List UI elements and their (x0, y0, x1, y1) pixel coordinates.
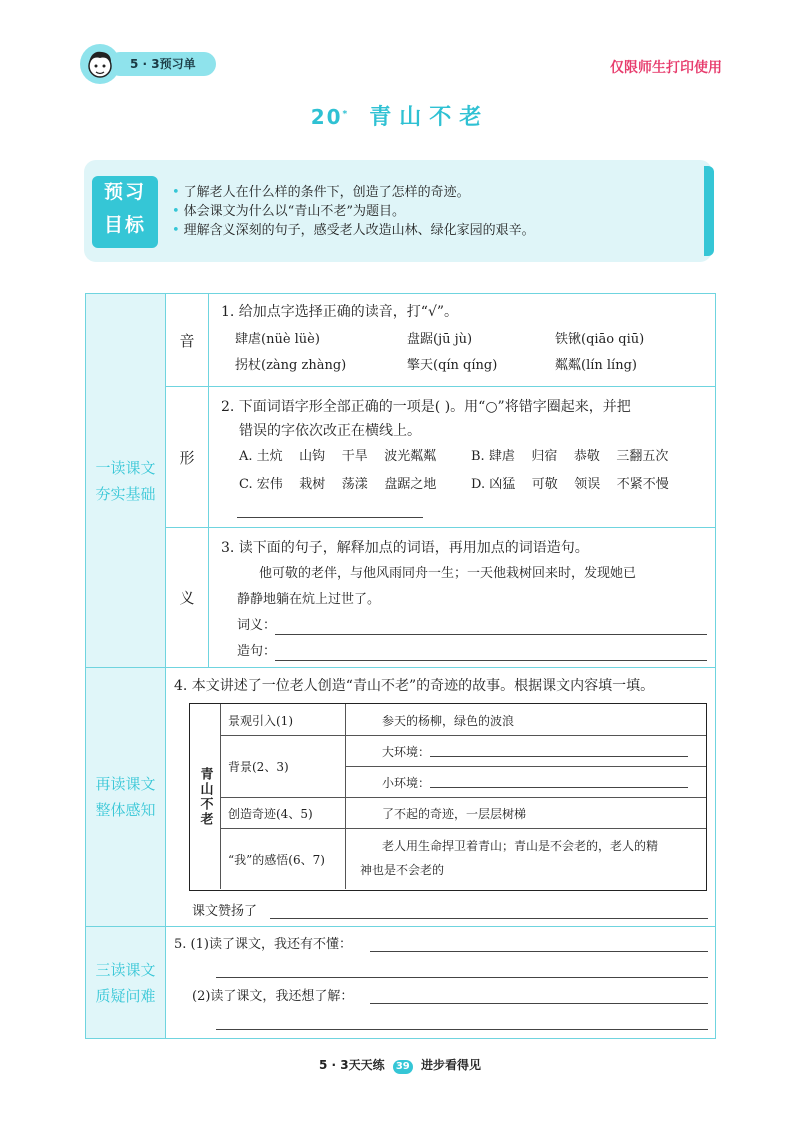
small-env-line[interactable] (430, 787, 688, 788)
q2-stem-line2: 错误的字依次改正在横线上。 (239, 423, 421, 439)
lesson-number: 20 (310, 105, 343, 129)
q3-meaning-line[interactable] (275, 634, 707, 635)
q2-option-d[interactable]: D. 凶猛 可敬 领误 不紧不慢 (471, 477, 669, 492)
table-row-value: 老人用生命捍卫着青山；青山是不会老的，老人的精 (382, 839, 659, 853)
q2-option-c[interactable]: C. 宏伟 栽树 荡漾 盘踞之地 (239, 477, 437, 492)
q3-sentence-label: 造句： (237, 644, 277, 659)
table-row-value: 了不起的奇迹，一层层树梯 (382, 807, 527, 821)
section2-label: 再读课文 整体感知 (85, 667, 166, 927)
q1-option[interactable]: 粼粼(lín líng) (555, 358, 637, 373)
goals-label: 预习 目标 (92, 176, 158, 248)
lesson-name: 青山不老 (369, 105, 490, 130)
q3-meaning-label: 词义： (237, 618, 277, 633)
big-env-line[interactable] (430, 756, 688, 757)
q5-line[interactable] (216, 1029, 708, 1030)
goals-list (172, 183, 535, 240)
table-row-value: 神也是不会老的 (360, 863, 445, 877)
q5-part1: 5. (1)读了课文，我还有不懂： (174, 937, 352, 952)
story-structure-table (189, 703, 707, 891)
q2-option-a[interactable]: A. 土炕 山钩 干旱 波光粼粼 (239, 449, 437, 464)
section3-label: 三读课文 质疑问难 (85, 926, 166, 1039)
q3-sentence-line[interactable] (275, 660, 707, 661)
table-row-label: 创造奇迹(4、5) (228, 807, 313, 821)
q5-part2: (2)读了课文，我还想了解： (192, 989, 354, 1004)
q5-line[interactable] (370, 1003, 708, 1004)
table-row-value: 参天的杨柳，绿色的波浪 (382, 714, 515, 728)
sub-label-form: 形 (165, 386, 209, 528)
q1-option[interactable]: 铁锹(qiāo qiū) (555, 332, 645, 347)
footer-left: 5 · 3天天练 (318, 1058, 385, 1072)
praise-label: 课文赞扬了 (192, 904, 258, 919)
table-side-label: 青山不老 (197, 766, 213, 827)
q5-box (165, 926, 716, 1039)
q2-option-b[interactable]: B. 肆虐 归宿 恭敬 三翻五次 (471, 449, 669, 464)
lesson-title (0, 100, 800, 131)
table-row-label: 景观引入(1) (228, 714, 293, 728)
series-badge: 5 · 3预习单 (108, 52, 216, 76)
page-footer (0, 1056, 800, 1074)
goals-accent-bar (704, 166, 714, 256)
q4-stem: 4. 本文讲述了一位老人创造“青山不老”的奇迹的故事。根据课文内容填一填。 (174, 678, 655, 694)
q2-stem-line1: 2. 下面词语字形全部正确的一项是( )。用“○”将错字圈起来，并把 (221, 399, 631, 415)
q1-option[interactable]: 肆虐(nüè lüè) (235, 332, 320, 347)
q5-line[interactable] (216, 977, 708, 978)
q2-box (208, 386, 716, 528)
q3-box (208, 527, 716, 668)
q1-option[interactable]: 擎天(qín qíng) (407, 358, 498, 373)
cartoon-avatar-icon (80, 44, 120, 84)
sub-label-meaning: 义 (165, 527, 209, 668)
q3-sentence-line2: 静静地躺在炕上过世了。 (237, 592, 381, 607)
q1-option[interactable]: 拐杖(zàng zhàng) (235, 358, 347, 373)
lesson-mark: * (342, 109, 350, 120)
footer-right: 进步看得见 (420, 1058, 481, 1072)
q1-box (208, 293, 716, 387)
q2-answer-line[interactable] (237, 517, 423, 518)
q1-option[interactable]: 盘踞(jū jù) (407, 332, 473, 347)
praise-answer-line[interactable] (270, 918, 708, 919)
section1-label: 一读课文 夯实基础 (85, 293, 166, 668)
goal-item: • 理解含义深刻的句子，感受老人改造山林、绿化家园的艰辛。 (172, 223, 535, 238)
table-row-label: “我”的感悟(6、7) (228, 853, 325, 867)
table-row-value: 小环境： (382, 776, 431, 790)
q1-stem: 1. 给加点字选择正确的读音，打“√”。 (221, 304, 459, 320)
goal-item: • 体会课文为什么以“青山不老”为题目。 (172, 204, 405, 219)
sub-label-sound: 音 (165, 293, 209, 387)
print-notice: 仅限师生打印使用 (610, 60, 722, 76)
q3-stem: 3. 读下面的句子，解释加点的词语，再用加点的词语造句。 (221, 540, 589, 556)
goal-item: • 了解老人在什么样的条件下，创造了怎样的奇迹。 (172, 185, 470, 200)
table-row-label: 背景(2、3) (228, 760, 289, 774)
page-number: 39 (393, 1060, 413, 1074)
q3-sentence-line1: 他可敬的老伴，与他风雨同舟一生；一天他栽树回来时，发现她已 (259, 566, 637, 581)
table-row-value: 大环境： (382, 745, 431, 759)
q5-line[interactable] (370, 951, 708, 952)
